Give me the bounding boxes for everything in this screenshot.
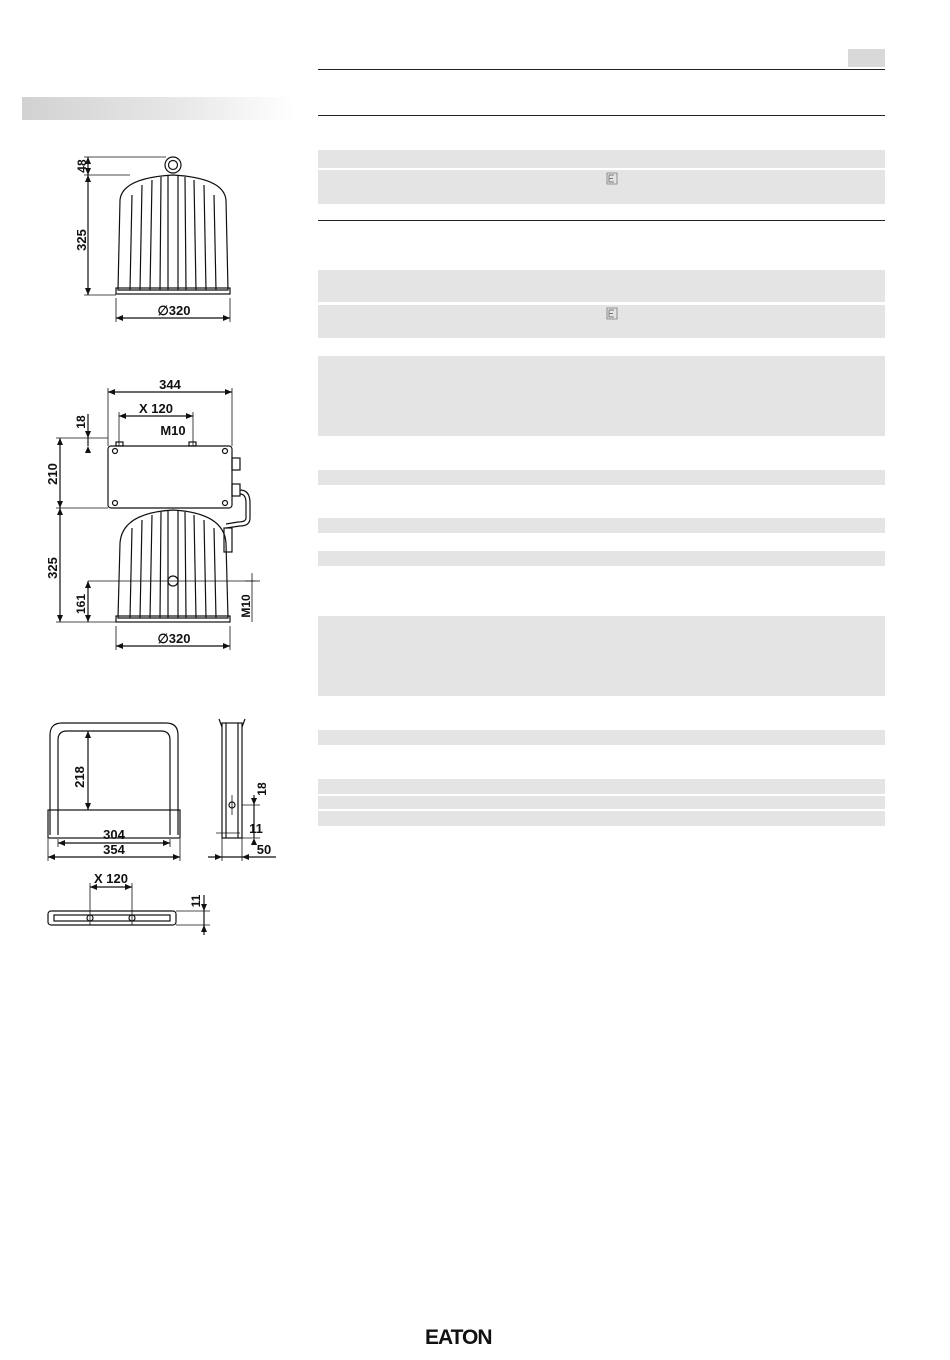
dim-inner-height-label: 218 [72,766,87,788]
table-band [318,779,885,794]
table-band [318,170,885,204]
dim-bolt-spacing-label: X 120 [139,401,173,416]
drawing-bracket [40,715,290,940]
header-rule [318,69,885,70]
table-band [318,551,885,566]
dim-diameter-label: ∅320 [157,631,191,646]
dim-side-thread-label: M10 [239,594,253,618]
table-band [318,150,885,168]
section-rule-2 [318,220,885,221]
dim-bolt-thread-label: M10 [160,423,186,438]
dim-ring-label: 48 [75,159,89,173]
table-band [318,518,885,533]
table-band [318,470,885,485]
dim-bottom-spacing-label: X 120 [94,871,128,886]
table-band [318,305,885,338]
drawing-ring-suspension [40,140,300,330]
dim-side-hole-label: 11 [249,821,263,836]
ex-mark-icon [605,172,619,186]
dim-side-offset-label: 18 [255,782,269,796]
dim-box-height-label: 210 [45,463,60,485]
table-band [318,356,885,436]
dim-box-offset-label: 18 [74,415,88,429]
dim-side-depth-label: 50 [256,842,272,857]
dim-diameter-label: ∅320 [157,303,191,318]
ex-mark-icon [605,307,619,321]
dim-mount-height-label: 161 [74,593,88,615]
dim-width-label: 344 [159,378,181,392]
dim-bottom-hole-label: 11 [189,894,203,908]
table-band [318,270,885,302]
table-band [318,796,885,809]
section-rule-1 [318,115,885,116]
page-tab [848,49,885,67]
drawing-gear-box [40,378,300,658]
dim-inner-width-label: 304 [103,827,125,842]
drawings-header-band [22,97,294,120]
dim-body-height-label: 325 [45,557,60,579]
dim-outer-width-label: 354 [103,842,125,857]
table-band [318,811,885,826]
dim-height-label: 325 [74,229,89,251]
table-band [318,730,885,745]
eaton-logo: EATON [425,1326,492,1349]
table-band [318,616,885,696]
